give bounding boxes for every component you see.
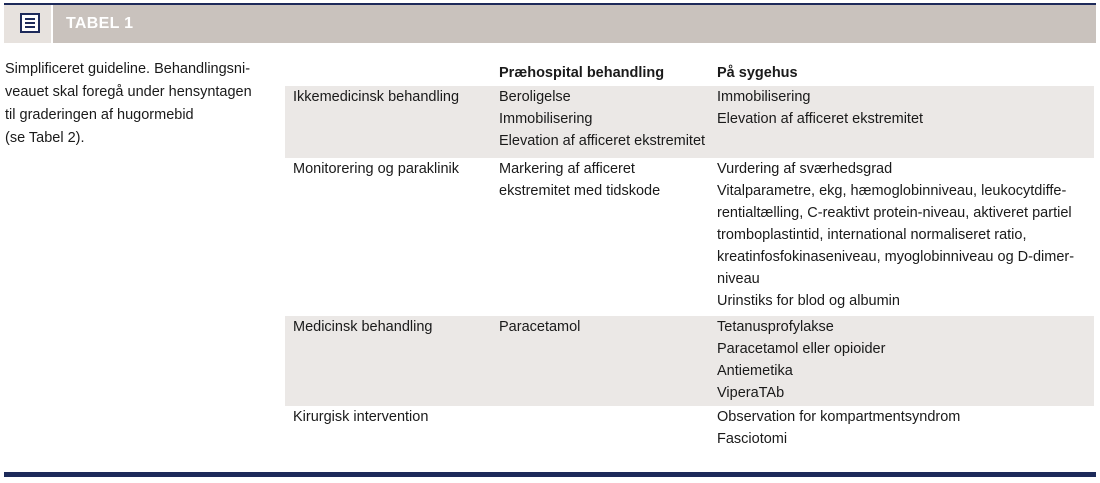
cell-line: Kirurgisk intervention (293, 409, 429, 425)
cell-line: Elevation af afficeret ekstremitet (717, 111, 924, 127)
cell-line: niveau (717, 271, 760, 287)
category-cell (293, 86, 459, 108)
table-caption (5, 58, 267, 150)
column-header-hospital: På sygehus (717, 65, 798, 81)
cell-line: Tetanusprofylakse (717, 319, 834, 335)
caption-line: Simplificeret guideline. Behandlingsni- (5, 61, 251, 77)
cell-line: Markering af afficeret (499, 161, 635, 177)
icon-box (4, 5, 51, 43)
cell-line: Urinstiks for blod og albumin (717, 293, 900, 309)
cell-line: Monitorering og paraklinik (293, 161, 460, 177)
cell-line: Elevation af afficeret ekstremitet (499, 133, 706, 149)
table-row (285, 406, 1094, 452)
cell-line: ekstremitet med tidskode (499, 183, 661, 199)
cell-line: Vitalparametre, ekg, hæmoglobinniveau, leukocytdiffe- (717, 183, 1067, 199)
cell-line: Antiemetika (717, 363, 793, 379)
table-body (285, 86, 1094, 452)
cell-line: Paracetamol (499, 319, 581, 335)
cell-line: Immobilisering (717, 89, 811, 105)
cell-line: rentialtælling, C-reaktivt protein-niveau, aktiveret partiel (717, 205, 1072, 221)
category-cell (293, 158, 459, 180)
cell-line: Observation for kompartmentsyndrom (717, 409, 961, 425)
cell-line: kreatinfosfokinaseniveau, myoglobinniveau og D-dimer- (717, 249, 1075, 265)
prehospital-cell (499, 316, 580, 338)
category-cell (293, 316, 432, 338)
cell-line: tromboplastintid, international normaliseret ratio, (717, 227, 1027, 243)
table-row (285, 316, 1094, 406)
cell-line: Ikkemedicinsk behandling (293, 89, 460, 105)
cell-line: Vurdering af sværhedsgrad (717, 161, 893, 177)
cell-line: Beroligelse (499, 89, 571, 105)
table-title: TABEL 1 (66, 15, 134, 32)
document-icon (20, 13, 40, 33)
category-cell (293, 406, 428, 428)
caption-line: veauet skal foregå under hensyntagen (5, 84, 252, 100)
cell-line: Immobilisering (499, 111, 593, 127)
caption-line: (se Tabel 2). (5, 130, 85, 146)
cell-line: Medicinsk behandling (293, 319, 433, 335)
hospital-cell (717, 86, 923, 130)
prehospital-cell (499, 86, 705, 152)
bottom-rule (4, 472, 1096, 477)
header-separator (51, 5, 53, 43)
table-header-band (4, 5, 1096, 43)
hospital-cell (717, 316, 885, 404)
table-head-row (285, 62, 1094, 86)
cell-line: Paracetamol eller opioider (717, 341, 886, 357)
cell-line: Fasciotomi (717, 431, 788, 447)
cell-line: ViperaTAb (717, 385, 785, 401)
caption-line: til graderingen af hugormebid (5, 107, 194, 123)
hospital-cell (717, 158, 1074, 312)
treatment-table (285, 62, 1094, 452)
column-header-prehospital: Præhospital behandling (499, 65, 665, 81)
hospital-cell (717, 406, 960, 450)
table-row (285, 86, 1094, 158)
table-row (285, 158, 1094, 316)
prehospital-cell (499, 158, 660, 202)
